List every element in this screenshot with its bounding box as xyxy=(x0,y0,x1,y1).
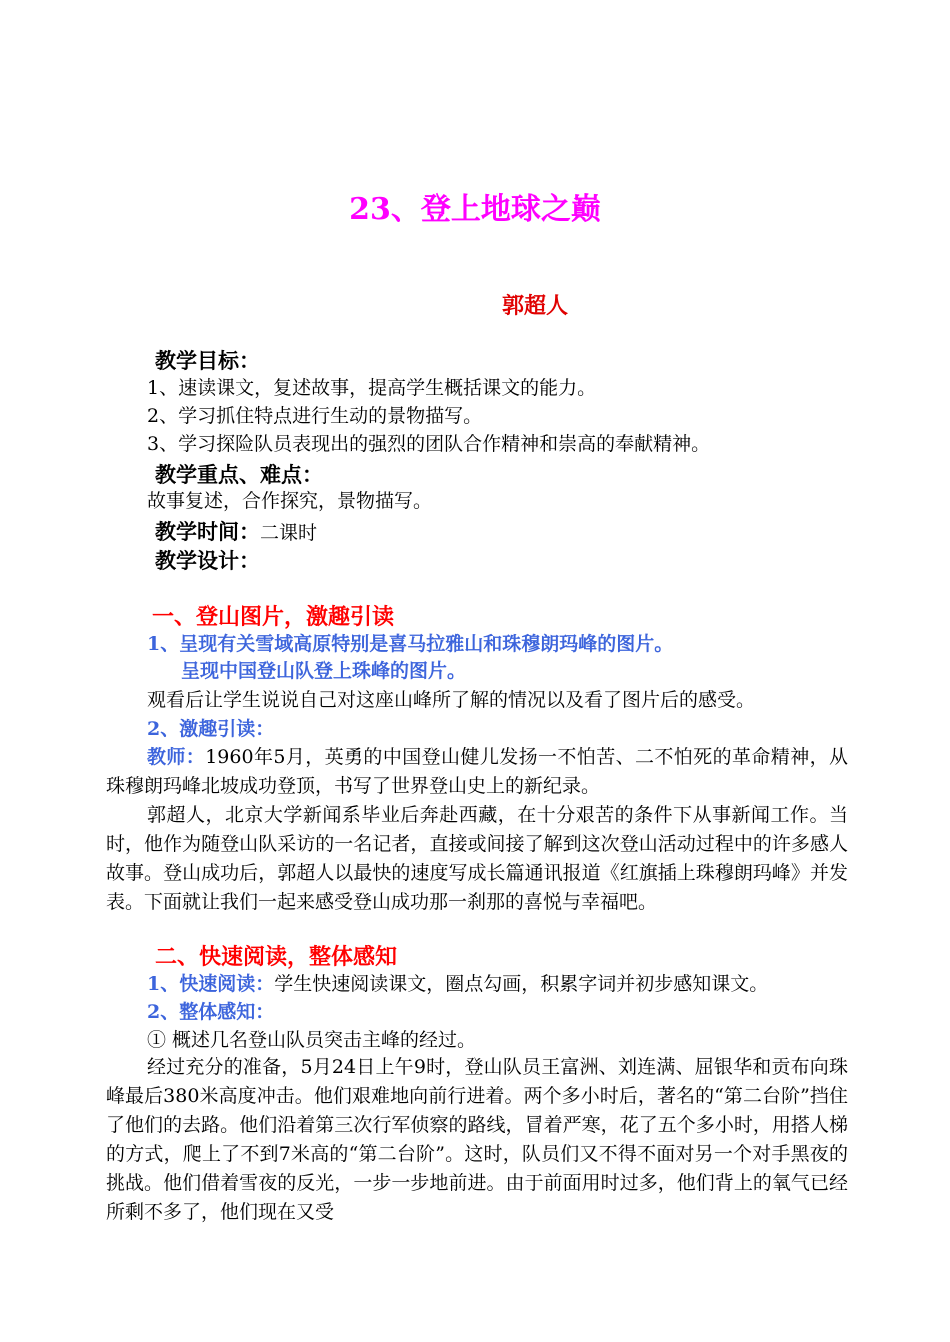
objective-item-3: 3、学习探险队员表现出的强烈的团队合作精神和崇高的奉献精神。 xyxy=(147,433,711,455)
section-1-item-1-line-1: 1、呈现有关雪域高原特别是喜马拉雅山和珠穆朗玛峰的图片。 xyxy=(147,633,674,655)
author-intro-paragraph: 郭超人，北京大学新闻系毕业后奔赴西藏，在十分艰苦的条件下从事新闻工作。当时，他作为随登山队采访的一名记者，直接或间接了解到这次登山活动过程中的许多感人故事。登山成功后，郭超人以最快的速度写成长篇通讯报道《红旗插上珠穆朗玛峰》并发表。下面就让我们一起来感受登山成功那一刹那的喜悦与幸福吧。 xyxy=(106,804,848,913)
teaching-time xyxy=(155,516,317,547)
section-1-heading: 一、登山图片，激趣引读 xyxy=(152,604,395,630)
teaching-time-value: 二课时 xyxy=(260,522,318,544)
teacher-paragraph xyxy=(106,743,848,801)
key-points-text: 故事复述，合作探究，景物描写。 xyxy=(147,490,433,512)
section-2-item-2: 2、整体感知： xyxy=(147,1001,275,1023)
page-title: 23、登上地球之巅 xyxy=(349,192,601,227)
section-2-item-1-text: 学生快速阅读课文，圈点勾画，积累字词并初步感知课文。 xyxy=(274,973,769,995)
teacher-text: 1960年5月，英勇的中国登山健儿发扬一不怕苦、二不怕死的革命精神，从珠穆朗玛峰北坡成功登顶，书写了世界登山史上的新纪录。 xyxy=(106,746,848,797)
objective-item-2: 2、学习抓住特点进行生动的景物描写。 xyxy=(147,405,483,427)
climb-story-paragraph: 经过充分的准备，5月24日上午9时，登山队员王富洲、刘连满、屈银华和贡布向珠峰最后380米高度冲击。他们艰难地向前行进着。两个多小时后，著名的“第二台阶”挡住了他们的去路。他们沿着第三次行军侦察的路线，冒着严寒，花了五个多小时，用搭人梯的方式，爬上了不到7米高的“第二台阶”。这时，队员们又不得不面对另一个对手黑夜的挑战。他们借着雪夜的反光，一步一步地前进。由于前面用时过多，他们背上的氧气已经所剩不多了，他们现在又受 xyxy=(106,1056,848,1223)
section-2-item-1 xyxy=(147,970,768,998)
objective-item-1: 1、速读课文，复述故事，提高学生概括课文的能力。 xyxy=(147,377,597,399)
section-2-heading: 二、快速阅读，整体感知 xyxy=(155,944,398,970)
key-points-heading: 教学重点、难点： xyxy=(155,462,323,487)
teaching-time-heading: 教学时间： xyxy=(155,519,260,544)
section-1-item-1-line-2: 呈现中国登山队登上珠峰的图片。 xyxy=(181,660,467,682)
objectives-heading: 教学目标： xyxy=(155,348,260,373)
author-name: 郭超人 xyxy=(502,293,569,319)
section-1-item-2: 2、激趣引读： xyxy=(147,718,275,740)
section-2-sub-1: ① 概述几名登山队员突击主峰的经过。 xyxy=(147,1029,477,1051)
design-heading: 教学设计： xyxy=(155,548,260,573)
section-1-observe-text: 观看后让学生说说自己对这座山峰所了解的情况以及看了图片后的感受。 xyxy=(147,689,756,711)
teacher-label: 教师： xyxy=(147,746,206,768)
section-2-item-1-label: 1、快速阅读： xyxy=(147,973,275,995)
